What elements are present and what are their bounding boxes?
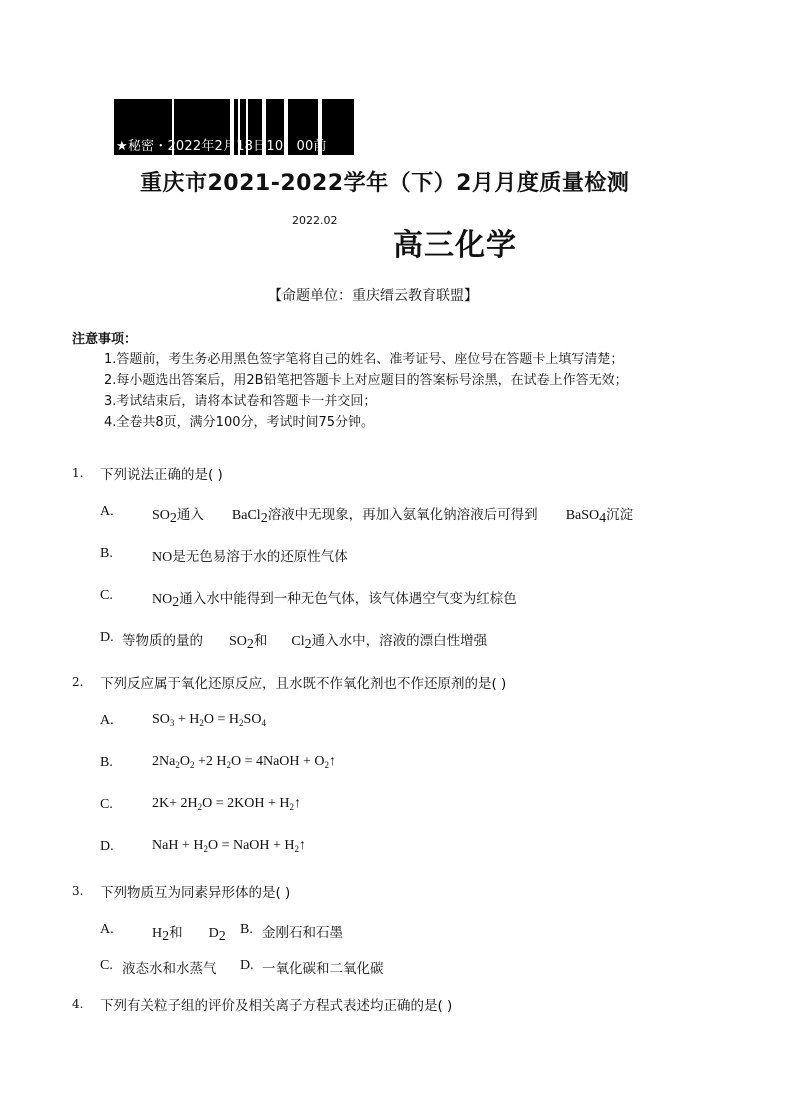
question-text: 下列说法正确的是( ) [100,467,223,483]
question-number: 3. [72,884,84,898]
option-letter: A. [100,713,114,728]
option-formula: NaH + $H_2O$ = NaOH + $H_2↑$ [152,838,307,854]
exam-title: 重庆市2021-2022学年（下）2月月度质量检测 [140,171,630,196]
subject-title: 高三化学 [393,228,517,263]
option-formula: $2Na_2O_2 +2$ $H_2O$ = 4NaOH + $O_2↑$ [152,754,337,770]
option-letter: C. [100,588,113,603]
option-formula: $2K+ 2H_2O = 2KOH$ + $H_2↑$ [152,796,301,812]
option-letter: A. [100,922,114,937]
option-text: $SO_2$通入 BaCl$_2$溶液中无现象，再加入氨氧化钠溶液后可得到 BaSO$_4$沉淀 [152,507,634,526]
question-text: 下列反应属于氧化还原反应，且水既不作氧化剂也不作还原剂的是( ) [100,676,507,692]
option-letter: A. [100,504,114,519]
notes-heading: 注意事项： [72,332,138,347]
question-number: 4. [72,997,84,1011]
note-item: 2.每小题选出答案后，用2B铅笔把答题卡上对应题目的答案标号涂黑，在试卷上作答无效； [104,373,628,388]
question-text: 下列有关粒子组的评价及相关离子方程式表述均正确的是( ) [100,998,453,1014]
option-letter: D. [100,839,114,854]
note-item: 4.全卷共8页，满分100分，考试时间75分钟。 [104,415,375,430]
option-text: NO是无色易溶于水的还原性气体 [152,549,348,565]
option-text: 金刚石和石墨 [262,925,343,941]
note-item: 3.考试结束后，请将本试卷和答题卡一并交回； [104,394,377,409]
option-letter: D. [240,958,254,973]
option-text: 液态水和水蒸气 [122,961,217,977]
question-text: 下列物质互为同素异形体的是( ) [100,885,291,901]
option-letter: B. [240,922,253,937]
exam-date: 2022.02 [292,214,338,227]
option-formula: $SO_3 + H_2O = H_2SO_4$ [152,712,266,728]
option-letter: D. [100,630,114,645]
question-number: 1. [72,466,84,480]
option-text: $NO_2$通入水中能得到一种无色气体，该气体遇空气变为红棕色 [152,591,517,610]
option-letter: B. [100,546,113,561]
secret-banner-text: ★秘密・2022年2月18日10：00前 [116,139,327,154]
question-number: 2. [72,675,84,689]
option-letter: C. [100,958,113,973]
option-text: $H_2$和 $D_2$ [152,925,226,944]
option-text: 一氧化碳和二氧化碳 [262,961,384,977]
setter-unit: 【命题单位：重庆缙云教育联盟】 [268,288,478,304]
secret-banner [114,99,354,155]
option-letter: C. [100,797,113,812]
option-letter: B. [100,755,113,770]
option-text: 等物质的量的 $SO_2$和 $Cl_2$通入水中，溶液的漂白性增强 [122,633,488,652]
note-item: 1.答题前，考生务必用黑色签字笔将自己的姓名、准考证号、座位号在答题卡上填写清楚； [104,352,624,367]
